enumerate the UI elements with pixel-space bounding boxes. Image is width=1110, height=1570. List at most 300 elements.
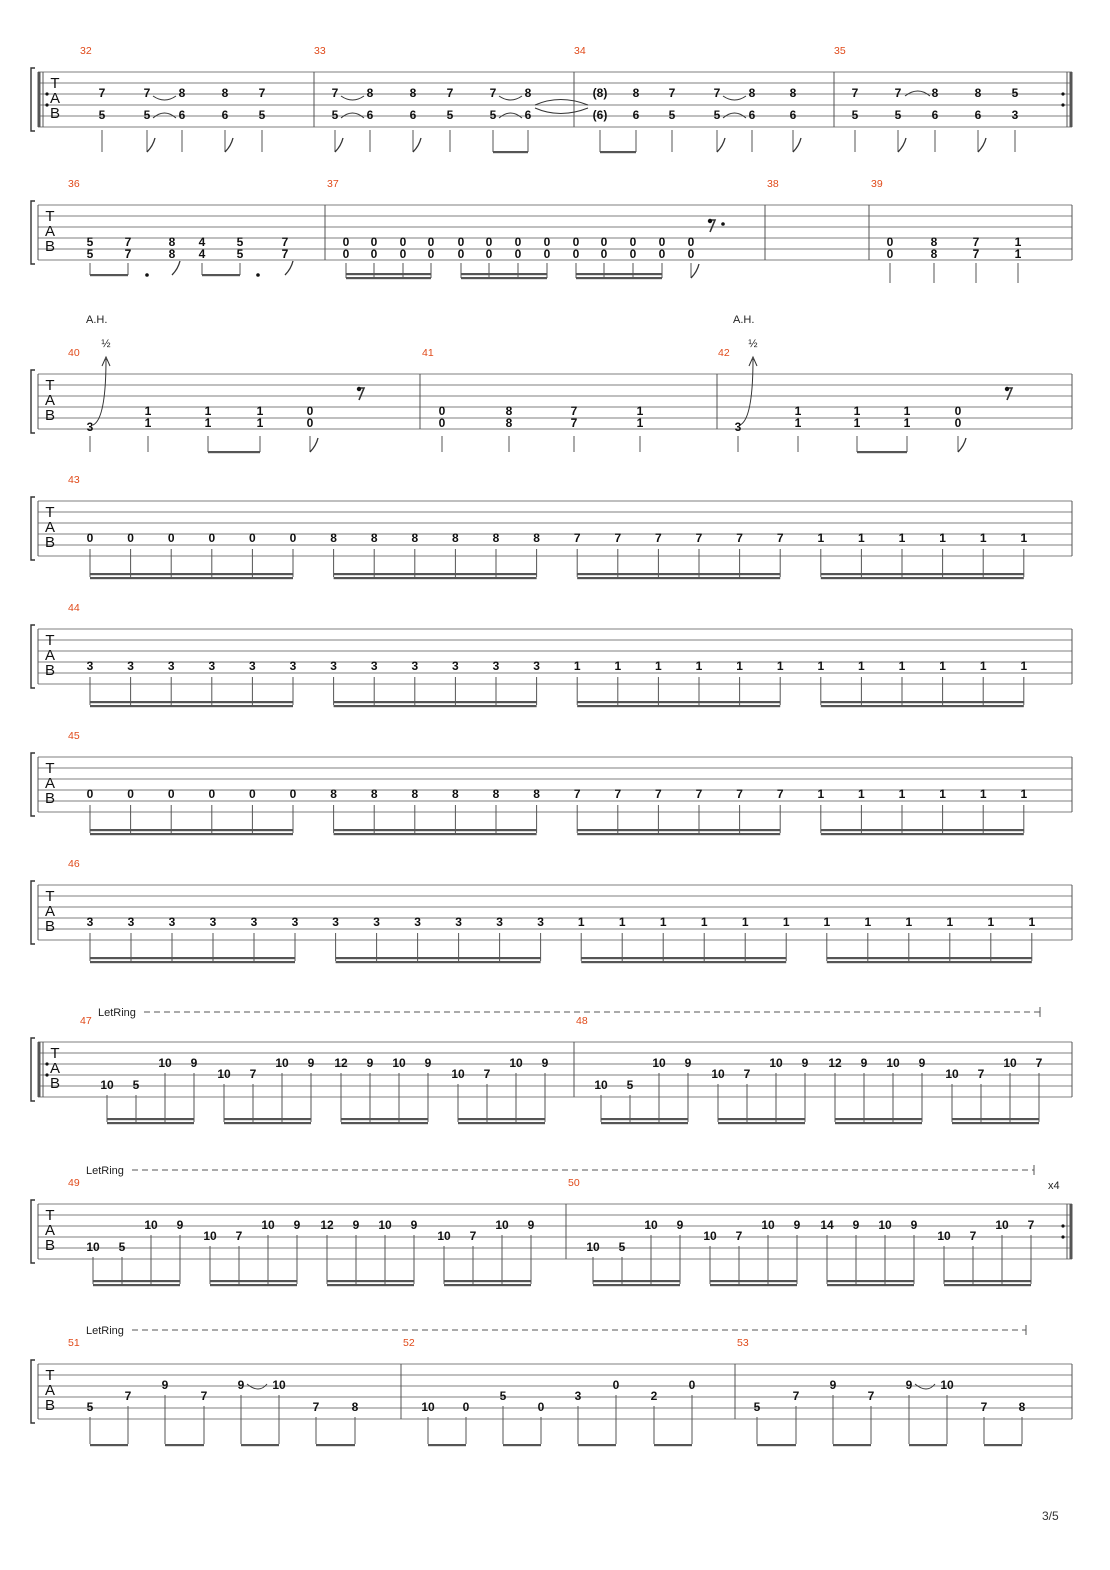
fret-number: 1	[204, 404, 212, 418]
note-flag	[958, 438, 966, 452]
fret-number: 0	[485, 235, 493, 249]
slide-curve	[153, 96, 176, 100]
note-flag	[978, 138, 986, 152]
beam	[202, 274, 240, 276]
measure-number: 53	[737, 1337, 749, 1349]
repeat-dot	[1061, 1235, 1064, 1238]
beam	[336, 961, 541, 963]
fret-number: 3	[86, 915, 94, 929]
beam	[90, 577, 293, 579]
beam	[346, 273, 431, 275]
slide-curve	[499, 113, 522, 118]
note-flag	[898, 138, 906, 152]
fret-number: 9	[352, 1218, 360, 1232]
fret-number: 9	[410, 1218, 418, 1232]
fret-number: 0	[249, 531, 256, 545]
fret-number: 7	[776, 531, 784, 545]
fret-number: 3	[455, 915, 462, 929]
fret-number: 12	[334, 1056, 348, 1070]
fret-number-high: 7	[446, 86, 454, 100]
fret-number: 7	[655, 531, 662, 545]
fret-number: 10	[378, 1218, 392, 1232]
beam	[90, 1444, 128, 1446]
tab-clef-a: A	[44, 903, 56, 920]
fret-number: 5	[753, 1400, 761, 1414]
system-brace	[31, 1200, 35, 1263]
fret-number: 1	[817, 531, 825, 545]
fret-number: 0	[658, 247, 666, 261]
fret-number: 7	[249, 1067, 257, 1081]
fret-number: 0	[543, 235, 551, 249]
fret-number: 9	[293, 1218, 301, 1232]
note-flag	[310, 438, 318, 452]
beam	[224, 1118, 311, 1120]
fret-number: 0	[438, 416, 446, 430]
let-ring-label: LetRing	[86, 1325, 124, 1337]
fret-number: 7	[570, 416, 578, 430]
fret-number: 8	[492, 787, 500, 801]
tab-clef-t: T	[45, 377, 55, 394]
fret-number: 1	[1020, 659, 1028, 673]
fret-number: 5	[499, 1389, 507, 1403]
fret-number-low: 6	[931, 108, 939, 122]
tab-clef-a: A	[44, 647, 56, 664]
measure-number: 39	[871, 178, 883, 190]
fret-number-high: (8)	[592, 86, 608, 100]
fret-number: 10	[158, 1056, 172, 1070]
fret-number: 12	[320, 1218, 334, 1232]
fret-number: 1	[939, 531, 946, 545]
fret-number-high: 7	[258, 86, 266, 100]
beam	[90, 701, 293, 703]
measure-number: 37	[327, 178, 339, 190]
fret-number: 3	[452, 659, 459, 673]
measure-number: 35	[834, 45, 846, 57]
fret-number: 3	[86, 420, 94, 434]
tab-clef-b: B	[44, 1237, 56, 1254]
fret-number: 1	[659, 915, 667, 929]
fret-number: 8	[930, 235, 938, 249]
measure-number: 42	[718, 347, 730, 359]
tab-clef-b: B	[44, 534, 56, 551]
fret-number: 1	[782, 915, 790, 929]
fret-number: 0	[127, 787, 134, 801]
fret-number: 8	[533, 787, 540, 801]
fret-number: 10	[272, 1378, 286, 1392]
fret-number: 3	[168, 915, 176, 929]
fret-number: 14	[820, 1218, 834, 1232]
beam	[577, 573, 780, 575]
fret-number: 5	[118, 1240, 126, 1254]
fret-number-high: 7	[851, 86, 859, 100]
fret-number-high: 8	[178, 86, 186, 100]
note-flag	[793, 138, 801, 152]
beam	[341, 1118, 428, 1120]
fret-number: 10	[392, 1056, 406, 1070]
fret-number: 0	[886, 247, 894, 261]
measure-number: 33	[314, 45, 326, 57]
beam	[654, 1444, 692, 1446]
measure-number: 46	[68, 858, 80, 870]
fret-number: 0	[167, 787, 175, 801]
tab-clef-b: B	[44, 918, 56, 935]
fret-number: 10	[995, 1218, 1009, 1232]
fret-number: 10	[644, 1218, 658, 1232]
fret-number: 3	[411, 659, 419, 673]
measure-number: 36	[68, 178, 80, 190]
fret-number: 10	[86, 1240, 100, 1254]
beam	[336, 957, 541, 959]
fret-number: 1	[695, 659, 703, 673]
measure-number: 41	[422, 347, 434, 359]
beam	[577, 705, 780, 707]
fret-number: 1	[573, 659, 581, 673]
fret-number: 9	[527, 1218, 535, 1232]
beam	[952, 1118, 1039, 1120]
tab-clef-t: T	[45, 1207, 55, 1224]
tab-clef-t: T	[50, 75, 60, 92]
fret-number: 1	[817, 787, 825, 801]
fret-number: 10	[275, 1056, 289, 1070]
fret-number: 1	[903, 404, 911, 418]
fret-number-low: 5	[258, 108, 266, 122]
beam	[718, 1118, 805, 1120]
beam	[428, 1444, 466, 1446]
fret-number: 0	[954, 404, 962, 418]
fret-number: 1	[817, 659, 825, 673]
slide-curve	[915, 1384, 935, 1389]
fret-number: 7	[972, 247, 980, 261]
fret-number: 0	[127, 531, 134, 545]
fret-number: 8	[492, 531, 500, 545]
fret-number: 7	[972, 235, 980, 249]
fret-number: 10	[1003, 1056, 1017, 1070]
fret-number: 0	[457, 247, 465, 261]
beam	[577, 829, 780, 831]
slide-curve	[247, 1384, 267, 1389]
let-ring-label: LetRing	[98, 1007, 136, 1019]
measure-number: 51	[68, 1337, 80, 1349]
fret-number: 10	[217, 1067, 231, 1081]
rest-dot	[708, 219, 712, 223]
fret-number: 3	[533, 659, 540, 673]
beam	[857, 451, 907, 453]
fret-number: 0	[600, 235, 608, 249]
fret-number: 0	[612, 1378, 620, 1392]
fret-number: 8	[370, 787, 378, 801]
beam	[503, 1444, 541, 1446]
artificial-harmonic-label: A.H.	[86, 314, 108, 326]
fret-number: 7	[570, 404, 578, 418]
fret-number: 1	[655, 659, 662, 673]
fret-number: 10	[652, 1056, 666, 1070]
beam	[461, 277, 547, 279]
fret-number: 7	[980, 1400, 988, 1414]
tie-curve	[535, 100, 588, 106]
fret-number: 3	[332, 915, 339, 929]
fret-number-low: 6	[178, 108, 186, 122]
note-flag	[285, 261, 293, 275]
repeat-dot	[45, 103, 48, 106]
fret-number: 3	[250, 915, 258, 929]
repeat-dot	[1061, 92, 1064, 95]
fret-number: 9	[801, 1056, 809, 1070]
fret-number: 1	[1014, 235, 1022, 249]
fret-number: 5	[626, 1078, 634, 1092]
fret-number: 1	[858, 787, 865, 801]
beam	[90, 833, 293, 835]
beam	[944, 1284, 1031, 1286]
fret-number-high: 7	[713, 86, 721, 100]
tab-clef-a: A	[44, 1382, 56, 1399]
fret-number: 0	[687, 247, 695, 261]
beam	[210, 1284, 297, 1286]
fret-number: 8	[370, 531, 378, 545]
fret-number: 7	[1035, 1056, 1043, 1070]
fret-number: 7	[614, 531, 622, 545]
beam	[821, 701, 1024, 703]
measure-number: 43	[68, 474, 80, 486]
fret-number: 0	[687, 235, 695, 249]
fret-number-high: 8	[974, 86, 982, 100]
tab-clef-t: T	[45, 888, 55, 905]
fret-number: 0	[342, 235, 350, 249]
tab-clef-b: B	[49, 105, 61, 122]
beam	[334, 577, 537, 579]
fret-number: 7	[483, 1067, 491, 1081]
beam	[334, 701, 537, 703]
fret-number: 7	[735, 1229, 743, 1243]
fret-number: 1	[1014, 247, 1022, 261]
fret-number-high: 8	[366, 86, 374, 100]
fret-number-high: 8	[409, 86, 417, 100]
fret-number: 9	[905, 1378, 913, 1392]
let-ring-label: LetRing	[86, 1165, 124, 1177]
fret-number: 1	[144, 416, 152, 430]
fret-number: 1	[577, 915, 585, 929]
dot	[256, 273, 260, 277]
beam	[210, 1280, 297, 1282]
fret-number: 1	[256, 416, 264, 430]
fret-number: 1	[903, 416, 911, 430]
fret-number: 7	[573, 787, 581, 801]
tab-clef-a: A	[44, 223, 56, 240]
fret-number: 1	[858, 659, 865, 673]
fret-number: 1	[636, 416, 644, 430]
fret-number: 8	[505, 404, 513, 418]
fret-number: 10	[495, 1218, 509, 1232]
beam	[577, 833, 780, 835]
beam	[757, 1444, 796, 1446]
beam	[458, 1118, 545, 1120]
beam	[241, 1444, 279, 1446]
fret-number: 9	[176, 1218, 184, 1232]
beam	[578, 1444, 616, 1446]
beam	[600, 151, 636, 153]
rest-dot	[357, 387, 361, 391]
fret-number-high: 7	[331, 86, 339, 100]
tab-clef-b: B	[44, 790, 56, 807]
beam	[944, 1280, 1031, 1282]
slide-curve	[341, 113, 364, 118]
fret-number: 9	[684, 1056, 692, 1070]
fret-number: 1	[256, 404, 264, 418]
fret-number: 9	[541, 1056, 549, 1070]
fret-number: 8	[411, 531, 419, 545]
fret-number: 9	[676, 1218, 684, 1232]
fret-number: 0	[370, 235, 378, 249]
beam	[334, 573, 537, 575]
fret-number: 8	[930, 247, 938, 261]
fret-number: 1	[946, 915, 954, 929]
tab-clef-t: T	[45, 760, 55, 777]
fret-number-high: 7	[98, 86, 106, 100]
fret-number: 1	[1020, 787, 1028, 801]
fret-number: 0	[289, 531, 297, 545]
fret-number: 8	[351, 1400, 359, 1414]
beam	[327, 1284, 414, 1286]
beam	[833, 1444, 871, 1446]
fret-number: 10	[203, 1229, 217, 1243]
fret-number: 9	[307, 1056, 315, 1070]
fret-number: 0	[427, 247, 435, 261]
fret-number: 10	[711, 1067, 725, 1081]
fret-number: 3	[127, 915, 135, 929]
fret-number: 0	[954, 416, 962, 430]
fret-number: 7	[776, 787, 784, 801]
fret-number: 0	[600, 247, 608, 261]
artificial-harmonic-label: A.H.	[733, 314, 755, 326]
fret-number: 1	[1028, 915, 1036, 929]
fret-number-high: 8	[789, 86, 797, 100]
fret-number: 0	[572, 247, 580, 261]
repeat-dot	[1061, 1224, 1064, 1227]
fret-number: 1	[979, 531, 987, 545]
fret-number: 0	[306, 404, 314, 418]
fret-number: 8	[411, 787, 419, 801]
bend-amount-label: ½	[101, 338, 111, 350]
beam	[334, 833, 537, 835]
fret-number: 8	[452, 787, 459, 801]
measure-number: 38	[767, 178, 779, 190]
beam	[718, 1122, 805, 1124]
fret-number: 1	[794, 404, 802, 418]
fret-number: 7	[655, 787, 662, 801]
fret-number: 2	[650, 1389, 658, 1403]
slide-curve	[499, 96, 522, 100]
fret-number: 1	[144, 404, 152, 418]
fret-number: 0	[342, 247, 350, 261]
beam	[327, 1280, 414, 1282]
beam	[208, 451, 260, 453]
fret-number: 8	[1018, 1400, 1026, 1414]
tab-clef-a: A	[49, 1060, 61, 1077]
beam	[593, 1280, 680, 1282]
fret-number: 0	[208, 531, 216, 545]
system-brace	[31, 201, 35, 264]
fret-number: 0	[370, 247, 378, 261]
beam	[984, 1444, 1022, 1446]
beam	[821, 705, 1024, 707]
fret-number-low: 6	[524, 108, 532, 122]
fret-number: 7	[736, 531, 743, 545]
fret-number: 7	[867, 1389, 875, 1403]
fret-number: 3	[370, 659, 378, 673]
repeat-dot	[1061, 103, 1064, 106]
dot	[145, 273, 149, 277]
fret-number: 10	[100, 1078, 114, 1092]
beam	[165, 1444, 204, 1446]
beam	[581, 961, 786, 963]
fret-number-high: 7	[668, 86, 676, 100]
fret-number: 9	[910, 1218, 918, 1232]
beam	[493, 151, 528, 153]
fret-number-low: 5	[98, 108, 106, 122]
fret-number: 1	[939, 659, 946, 673]
tie-curve	[905, 91, 930, 96]
bend-arrow	[93, 359, 106, 425]
beam	[444, 1284, 531, 1286]
beam	[710, 1280, 797, 1282]
fret-number: 1	[979, 787, 987, 801]
beam	[93, 1284, 180, 1286]
beam	[90, 573, 293, 575]
fret-number: 1	[741, 915, 749, 929]
beam	[341, 1122, 428, 1124]
measure-number: 45	[68, 730, 80, 742]
fret-number: 0	[629, 235, 637, 249]
fret-number: 1	[776, 659, 784, 673]
fret-number: 1	[794, 416, 802, 430]
beam	[444, 1280, 531, 1282]
note-flag	[413, 138, 421, 152]
tab-clef-t: T	[45, 1367, 55, 1384]
beam	[601, 1122, 688, 1124]
fret-number: 10	[509, 1056, 523, 1070]
beam	[601, 1118, 688, 1120]
fret-number: 7	[1027, 1218, 1035, 1232]
fret-number: 1	[700, 915, 708, 929]
beam	[316, 1444, 355, 1446]
fret-number: 1	[823, 915, 831, 929]
fret-number-high: 8	[524, 86, 532, 100]
fret-number: 7	[281, 235, 289, 249]
fret-number: 3	[373, 915, 380, 929]
fret-number: 3	[537, 915, 544, 929]
fret-number: 0	[457, 235, 465, 249]
fret-number: 3	[209, 915, 217, 929]
fret-number: 9	[793, 1218, 801, 1232]
fret-number: 7	[124, 1389, 132, 1403]
fret-number-high: 7	[489, 86, 497, 100]
system-brace	[31, 370, 35, 433]
repeat-dot	[45, 92, 48, 95]
fret-number: 3	[167, 659, 175, 673]
fret-number-low: 6	[409, 108, 417, 122]
fret-number-low: 5	[668, 108, 676, 122]
fret-number-low: 5	[489, 108, 497, 122]
fret-number-high: 5	[1011, 86, 1019, 100]
measure-number: 32	[80, 45, 92, 57]
fret-number-low: (6)	[592, 108, 608, 122]
tab-clef-t: T	[45, 632, 55, 649]
fret-number: 7	[695, 531, 703, 545]
repeat-dot	[45, 1073, 48, 1076]
fret-number: 10	[937, 1229, 951, 1243]
fret-number: 1	[736, 659, 743, 673]
fret-number-low: 6	[366, 108, 374, 122]
fret-number: 12	[828, 1056, 842, 1070]
